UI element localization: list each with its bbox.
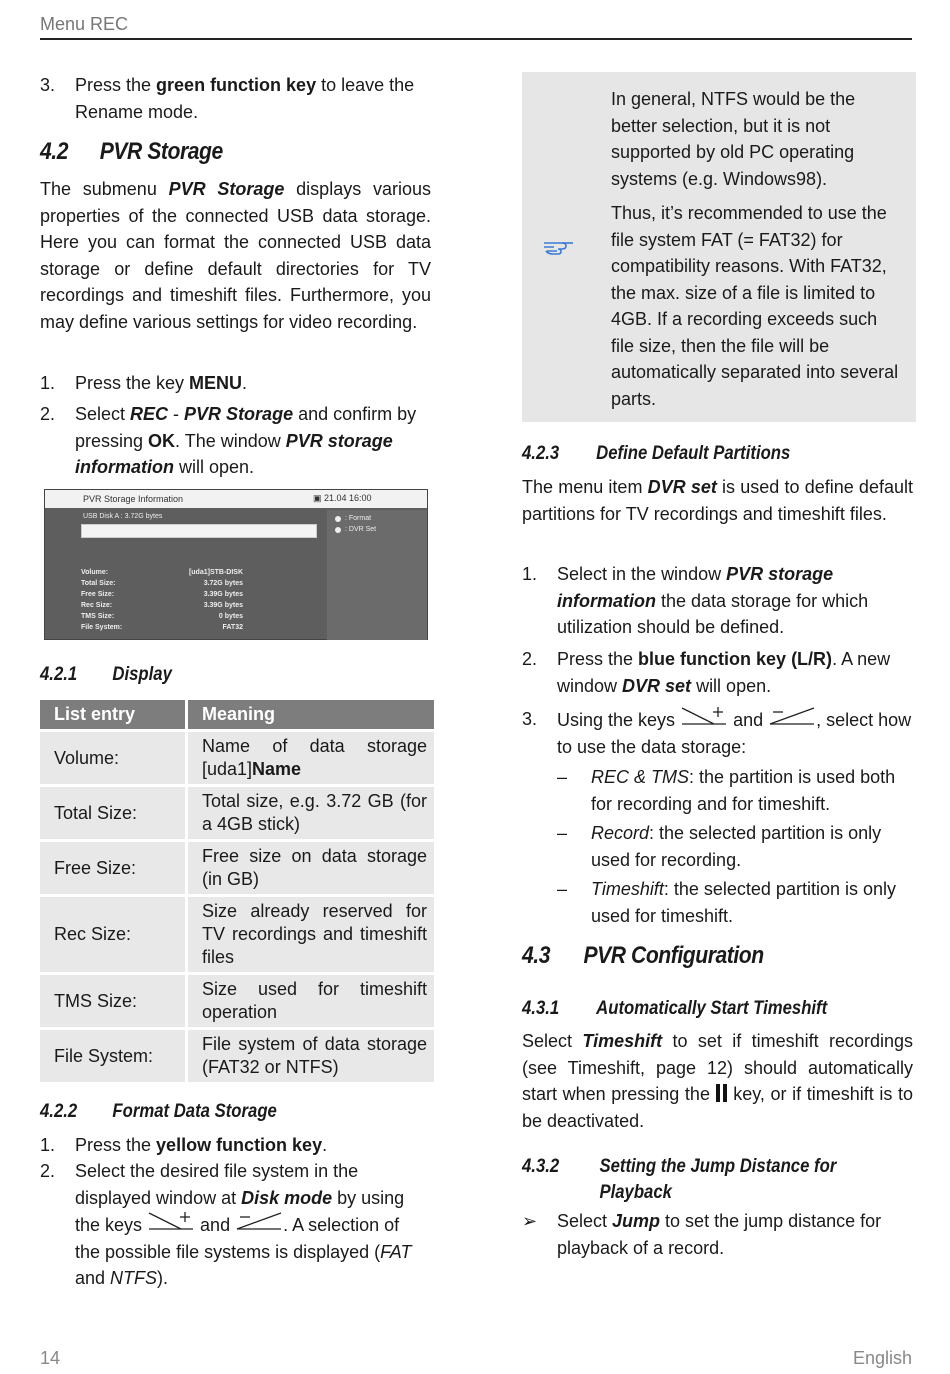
screenshot-disk-label: USB Disk A : 3.72G bytes — [83, 513, 163, 520]
intro-paragraph: The submenu PVR Storage displays various properties of the connected USB data storage. Here you can format the connected USB data storage or define default directories for TV recordings and timeshift files. Furthermore, you may define various settings for video recording. — [40, 179, 431, 332]
screenshot-value: 3.72G bytes — [203, 580, 243, 587]
table-cell: File System: — [40, 1030, 188, 1082]
screenshot-label: Volume: — [81, 569, 109, 576]
table-cell: File system of data storage (FAT32 or NTFS) — [188, 1030, 434, 1082]
table-cell: Free size on data storage (in GB) — [188, 842, 434, 894]
table-cell: Rec Size: — [40, 897, 188, 972]
screenshot-value: FAT32 — [222, 624, 243, 631]
page-number: 14 — [40, 1348, 61, 1368]
section-heading-4-3: 4.3 PVR Configuration — [522, 942, 764, 969]
table-row — [40, 787, 434, 839]
header-rule — [40, 38, 912, 40]
plus-key-icon — [147, 1211, 195, 1233]
table-cell: Total size, e.g. 3.72 GB (for a 4GB stick) — [188, 787, 434, 839]
column-header: Meaning — [188, 700, 434, 729]
table-row — [40, 975, 434, 1027]
screenshot-label: Total Size: — [81, 580, 116, 587]
option-timeshift: – Timeshift: the selected partition is only used for timeshift. — [557, 879, 896, 926]
screenshot-value: 0 bytes — [218, 613, 243, 620]
screenshot-usage-bar — [81, 524, 317, 538]
section-heading-4-2-3: 4.2.3 Define Default Partitions — [522, 443, 791, 464]
table-row — [40, 842, 434, 894]
jump-bullet-item: ➢ Select Jump to set the jump distance for playback of a record. — [522, 1208, 914, 1261]
partition-step-2: 2. Press the blue function key (L/R). A new window DVR set will open. — [522, 649, 891, 696]
table-cell: TMS Size: — [40, 975, 188, 1027]
partition-step-3: 3. Using the keys and , select how to use the data storage: — [522, 706, 914, 760]
option-dot — [335, 516, 341, 522]
note-paragraph-2: Thus, it’s recommended to use the file system FAT (= FAT32) for compatibility reasons. With FAT32, the max. size of a file is limited to 4GB. If a recording exceeds such file size, then the file will be automatically separated into several parts. — [611, 203, 899, 409]
table-cell: Total Size: — [40, 787, 188, 839]
table-row — [40, 1030, 434, 1082]
section-heading-4-3-2: 4.3.2 Setting the Jump Distance for Playback — [522, 1156, 837, 1203]
step-3-rename: 3. Press the green function key to leave the Rename mode. — [40, 75, 415, 122]
format-step-2: 2. Select the desired file system in the displayed window at Disk mode by using the keys and . A selection of the possible file systems is displayed (FAT and NTFS). — [40, 1161, 412, 1288]
screenshot-value: 3.39G bytes — [203, 591, 243, 598]
table-cell: Size used for timeshift operation — [188, 975, 434, 1027]
minus-key-icon — [235, 1211, 283, 1233]
table-row — [40, 732, 434, 784]
section-heading-4-2: 4.2 PVR Storage — [40, 138, 223, 165]
table-row — [40, 897, 434, 972]
pvr-storage-screenshot — [44, 489, 428, 640]
screenshot-option-format: : Format — [345, 515, 372, 522]
step-1-menu: 1. Press the key MENU. — [40, 373, 248, 393]
screenshot-title: PVR Storage Information — [83, 494, 184, 504]
pointing-hand-icon — [541, 236, 577, 258]
step-2-select: 2. Select REC - PVR Storage and confirm by pressing OK. The window PVR storage information will open. — [40, 404, 417, 477]
table-header-row — [40, 700, 434, 729]
table-cell: Name of data storage [uda1]Name — [188, 732, 434, 784]
column-header: List entry — [40, 700, 188, 729]
table-cell: Volume: — [40, 732, 188, 784]
screenshot-label: Rec Size: — [81, 602, 113, 609]
footer-language: English — [852, 1348, 912, 1368]
table-cell: Size already reserved for TV recordings and timeshift files — [188, 897, 434, 972]
screenshot-value: 3.39G bytes — [203, 602, 243, 609]
timeshift-paragraph: Select Timeshift to set if timeshift recordings (see Timeshift, page 12) should automatically start when pressing the key, or if timeshift is to be deactivated. — [522, 1031, 914, 1131]
section-heading-4-2-1: 4.2.1 Display — [40, 664, 172, 685]
option-dot — [335, 527, 341, 533]
section-heading-4-2-2: 4.2.2 Format Data Storage — [40, 1101, 277, 1122]
note-paragraph-1: In general, NTFS would be the better selection, but it is not supported by old PC operating systems (e.g. Windows98). — [611, 89, 856, 189]
display-table — [40, 697, 434, 1085]
screenshot-value: [uda1]STB-DISK — [188, 569, 243, 576]
option-record: – Record: the selected partition is only used for recording. — [557, 823, 882, 870]
arrow-bullet-icon: ➢ — [522, 1211, 538, 1231]
option-rec-tms: – REC & TMS: the partition is used both for recording and for timeshift. — [557, 767, 896, 814]
format-step-1: 1. Press the yellow function key. — [40, 1135, 328, 1155]
table-cell: Free Size: — [40, 842, 188, 894]
partition-step-1: 1. Select in the window PVR storage information the data storage for which utilization should be defined. — [522, 564, 869, 637]
minus-key-icon — [768, 706, 816, 728]
partitions-paragraph: The menu item DVR set is used to define default partitions for TV recordings and timeshift files. — [522, 477, 913, 524]
screenshot-datetime: ▣ 21.04 16:00 — [313, 493, 372, 503]
screenshot-label: TMS Size: — [81, 613, 115, 620]
screenshot-label: File System: — [81, 624, 123, 631]
screenshot-label: Free Size: — [81, 591, 115, 598]
running-header: Menu REC — [40, 14, 129, 34]
plus-key-icon — [680, 706, 728, 728]
screenshot-option-dvr-set: : DVR Set — [345, 526, 377, 533]
section-heading-4-3-1: 4.3.1 Automatically Start Timeshift — [522, 998, 828, 1019]
pause-icon — [716, 1083, 728, 1101]
